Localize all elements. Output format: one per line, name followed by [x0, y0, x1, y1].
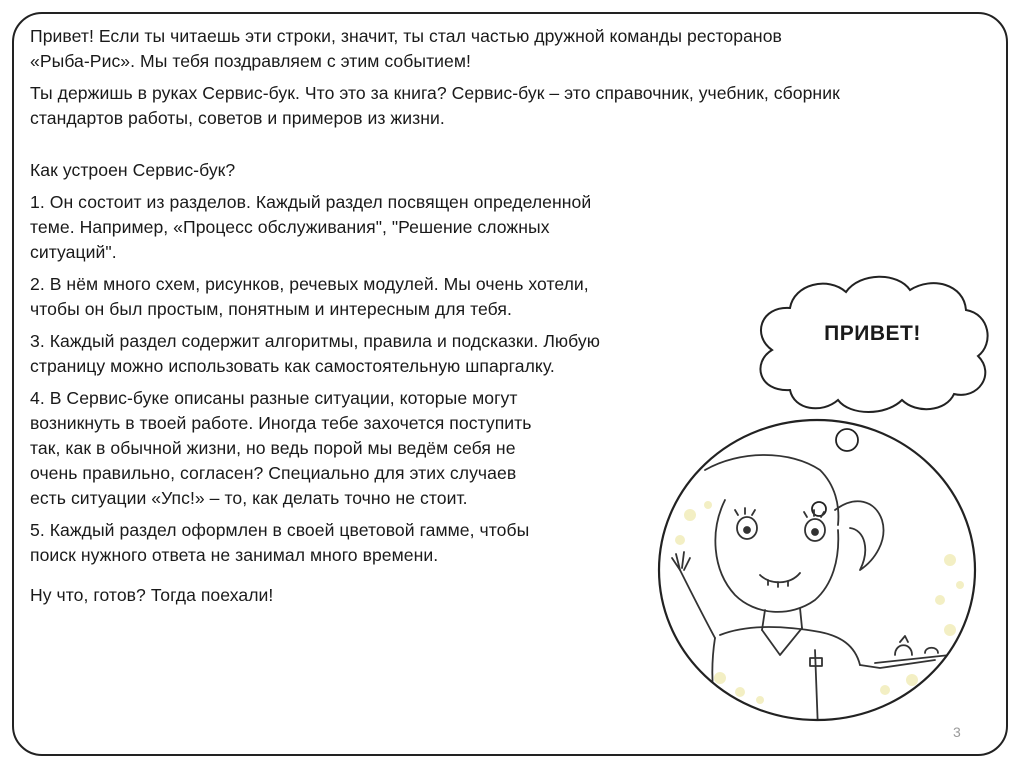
intro-paragraph: [30, 24, 1005, 74]
text-line: 1. Он состоит из разделов. Каждый раздел посвящен определенной: [30, 192, 592, 212]
text-line: «Рыба-Рис». Мы тебя поздравляем с этим событием!: [30, 51, 471, 71]
text-line: 4. В Сервис-буке описаны разные ситуации, которые могут: [30, 388, 518, 408]
text-line: поиск нужного ответа не занимал много времени.: [30, 545, 439, 565]
what-paragraph: [30, 81, 1005, 131]
text-line: возникнуть в твоей работе. Иногда тебе захочется поступить: [30, 413, 532, 433]
text-line: страницу можно использовать как самостоятельную шпаргалку.: [30, 356, 555, 376]
point-1: [30, 190, 1005, 265]
text-line: 5. Каждый раздел оформлен в своей цветовой гамме, чтобы: [30, 520, 530, 540]
text-line: Привет! Если ты читаешь эти строки, значит, ты стал частью дружной команды ресторанов: [30, 26, 782, 46]
how-heading: Как устроен Сервис-бук?: [30, 160, 236, 180]
closing-line: Ну что, готов? Тогда поехали!: [30, 585, 274, 605]
text-line: очень правильно, согласен? Специально для этих случаев: [30, 463, 517, 483]
text-line: ситуаций".: [30, 242, 117, 262]
waitress-illustration: [650, 410, 985, 730]
text-line: чтобы он был простым, понятным и интересным для тебя.: [30, 299, 512, 319]
text-line: Ты держишь в руках Сервис-бук. Что это за книга? Сервис-бук – это справочник, учебник, сборник: [30, 83, 840, 103]
page-number: 3: [953, 724, 961, 740]
text-line: есть ситуации «Упс!» – то, как делать точно не стоит.: [30, 488, 468, 508]
text-line: 2. В нём много схем, рисунков, речевых модулей. Мы очень хотели,: [30, 274, 589, 294]
text-line: 3. Каждый раздел содержит алгоритмы, правила и подсказки. Любую: [30, 331, 601, 351]
speech-cloud-text: ПРИВЕТ!: [824, 322, 921, 345]
text-line: так, как в обычной жизни, но ведь порой мы ведём себя не: [30, 438, 516, 458]
text-line: стандартов работы, советов и примеров из жизни.: [30, 108, 445, 128]
text-line: теме. Например, «Процесс обслуживания", "Решение сложных: [30, 217, 550, 237]
